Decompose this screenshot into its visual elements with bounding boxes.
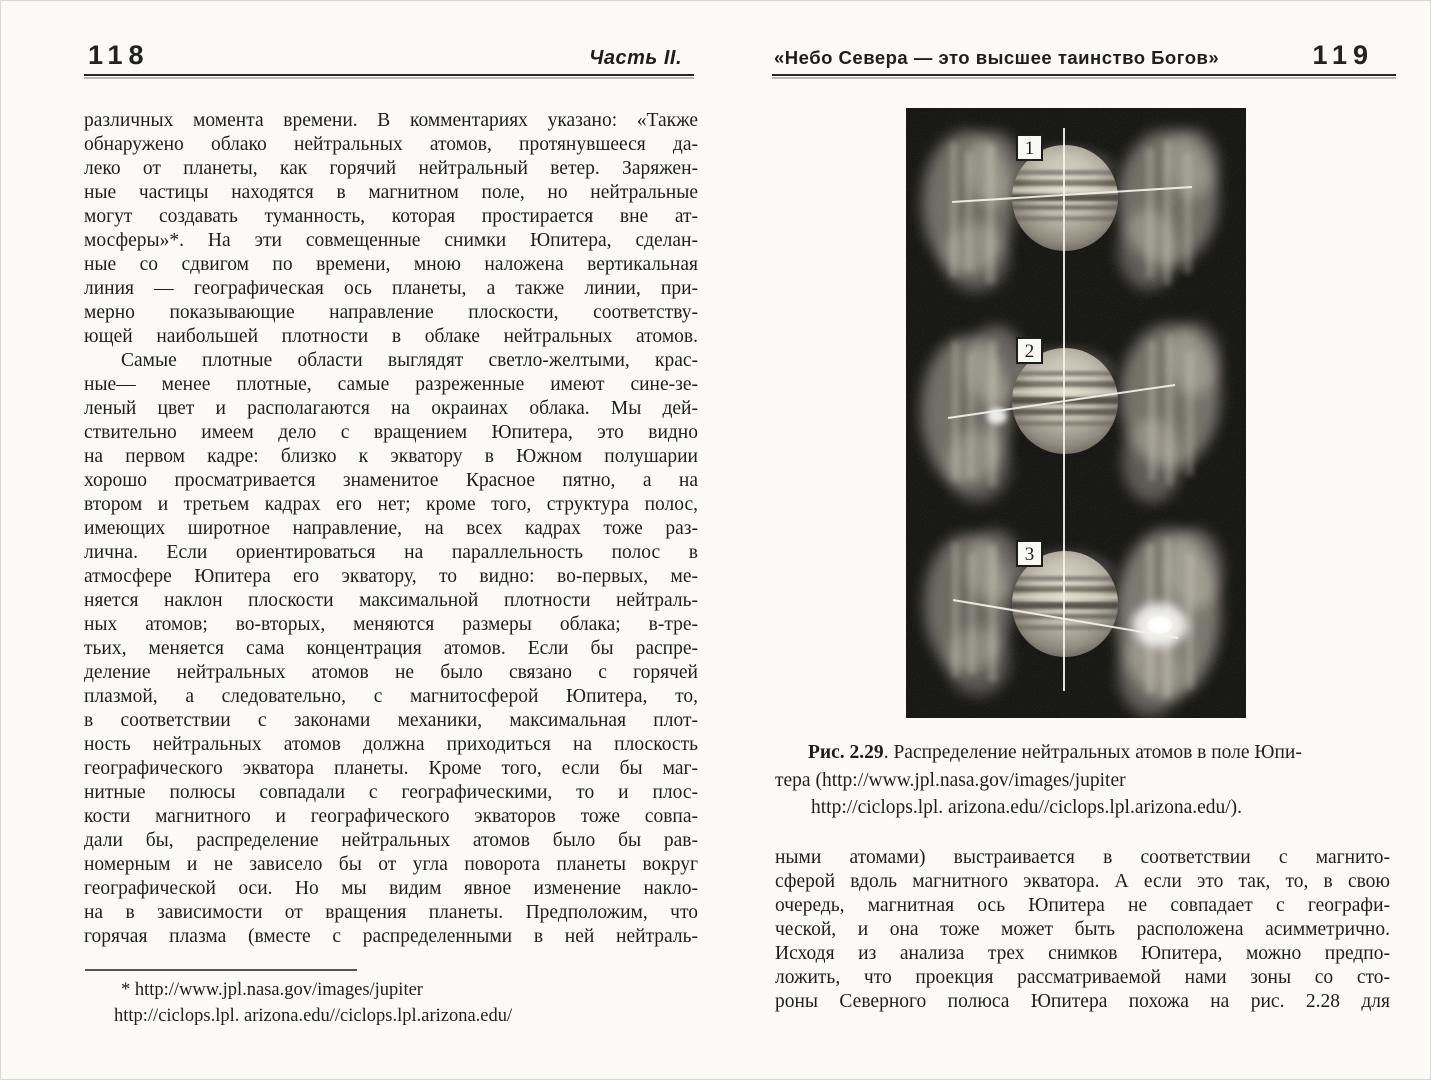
text-line: ческой, и она тоже может быть расположена асимметрично. xyxy=(775,919,1390,940)
text-line: няется наклон плоскости максимальной плотности нейтраль- xyxy=(84,590,698,611)
text-line: Самые плотные области выглядят светло-желтыми, крас- xyxy=(121,350,698,371)
film-grain-overlay xyxy=(906,108,1246,718)
text-line: ность нейтральных атомов должна приходиться на плоскость xyxy=(84,734,698,755)
text-line: различных момента времени. В комментариях указано: «Также xyxy=(84,110,698,131)
text-line: дали бы, распределение нейтральных атомов было бы рав- xyxy=(84,830,698,851)
left-page-number: 118 xyxy=(88,40,150,70)
text-line: в соответствии с законами механики, максимальная плот- xyxy=(84,710,698,731)
figure-caption xyxy=(775,739,1391,822)
text-line: на в зависимости от вращения планеты. Предположим, что xyxy=(84,902,698,923)
caption-text: . Распределение нейтральных атомов в поле Юпи- xyxy=(883,742,1302,763)
text-line: сферой вдоль магнитного экватора. А если это так, то, в свою xyxy=(775,871,1390,892)
right-header-rule xyxy=(772,74,1396,76)
right-page-header xyxy=(772,40,1396,72)
right-page-number: 119 xyxy=(1312,40,1374,70)
footnote-line: * http://www.jpl.nasa.gov/images/jupiter xyxy=(121,980,423,1000)
text-line: леко от планеты, как горячий нейтральный ветер. Заряжен- xyxy=(84,158,698,179)
text-line: линия — географическая ось планеты, а также линии, при- xyxy=(84,278,698,299)
right-running-title: «Небо Севера — это высшее таинство Богов» xyxy=(774,47,1220,68)
text-line: могут создавать туманность, которая простирается вне ат- xyxy=(84,206,698,227)
text-line: мерно показывающие направление плоскости, соответству- xyxy=(84,302,698,323)
text-line: ложить, что проекция рассматриваемой нами зоны со сто- xyxy=(775,967,1390,988)
paragraph-1 xyxy=(84,109,698,349)
text-line: хорошо просматривается знаменитое Красное пятно, а на xyxy=(84,470,698,491)
text-line: географической оси. Но мы видим явное изменение накло- xyxy=(84,878,698,899)
caption-line: http://ciclops.lpl. arizona.edu//ciclops.lpl.arizona.edu/). xyxy=(811,797,1243,818)
text-line: деление нейтральных атомов не было связано с горячей xyxy=(84,662,698,683)
text-line: тьих, меняется сама концентрация атомов. Если бы распре- xyxy=(84,638,698,659)
text-line: ных атомов; во-вторых, меняются размеры облака; в-тре- xyxy=(84,614,698,635)
text-line: нитные полюсы совпадали с географическими, то и плос- xyxy=(84,782,698,803)
text-line: горячая плазма (вместе с распределенными в ней нейтраль- xyxy=(84,926,698,947)
footnote-rule xyxy=(85,969,357,971)
text-line: ствительно имеем дело с вращением Юпитера, это видно xyxy=(84,422,698,443)
text-line: кости магнитного и географического экваторов тоже совпа- xyxy=(84,806,698,827)
text-line: роны Северного полюса Юпитера похожа на рис. 2.28 для xyxy=(775,991,1390,1012)
text-line: лична. Если ориентироваться на параллельность полос в xyxy=(84,542,698,563)
text-line: обнаружено облако нейтральных атомов, протянувшееся да- xyxy=(84,134,698,155)
text-line: ными атомами) выстраивается в соответствии с магнито- xyxy=(775,847,1390,868)
footnote-line: http://ciclops.lpl. arizona.edu//ciclops.lpl.arizona.edu/ xyxy=(114,1006,513,1026)
text-line: на первом кадре: близко к экватору в Южном полушарии xyxy=(84,446,698,467)
caption-line: тера (http://www.jpl.nasa.gov/images/jupiter xyxy=(775,769,1126,791)
text-line: ющей наибольшей плотности в облаке нейтральных атомов. xyxy=(84,326,698,347)
text-line: ные— менее плотные, самые разреженные имеют сине-зе- xyxy=(84,374,698,395)
footnote xyxy=(84,977,688,1029)
left-page-header xyxy=(88,40,692,72)
text-line: номерным и не зависело бы от угла поворота планеты вокруг xyxy=(84,854,698,875)
text-line: атмосфере Юпитера его экватору, то видно: во-первых, ме- xyxy=(84,566,698,587)
text-line: географического экватора планеты. Кроме того, если бы маг- xyxy=(84,758,698,779)
text-line: ные со сдвигом по времени, мною наложена вертикальная xyxy=(84,254,698,275)
left-header-rule xyxy=(84,74,694,76)
figure-2-29-image xyxy=(906,108,1246,718)
text-line: ные частицы находятся в магнитном поле, но нейтральные xyxy=(84,182,698,203)
text-line: леный цвет и располагаются на окраинах облака. Мы дей- xyxy=(84,398,698,419)
text-line: очередь, магнитная ось Юпитера не совпадает с географи- xyxy=(775,895,1390,916)
caption-line xyxy=(775,739,1391,767)
text-line: втором и третьем кадрах его нет; кроме того, структура полос, xyxy=(84,494,698,515)
right-body-text xyxy=(775,846,1390,1014)
text-line: мосферы»*. На эти совмещенные снимки Юпитера, сделан- xyxy=(84,230,698,251)
left-body-text xyxy=(84,109,698,949)
text-line: имеющих широтное направление, на всех кадрах тоже раз- xyxy=(84,518,698,539)
text-line: Исходя из анализа трех снимков Юпитера, можно предпо- xyxy=(775,943,1390,964)
caption-figure-label: Рис. 2.29 xyxy=(808,742,884,763)
text-line: плазмой, а следовательно, с магнитосферой Юпитера, то, xyxy=(84,686,698,707)
left-running-title: Часть II. xyxy=(589,47,682,69)
paragraph-2 xyxy=(84,349,698,949)
